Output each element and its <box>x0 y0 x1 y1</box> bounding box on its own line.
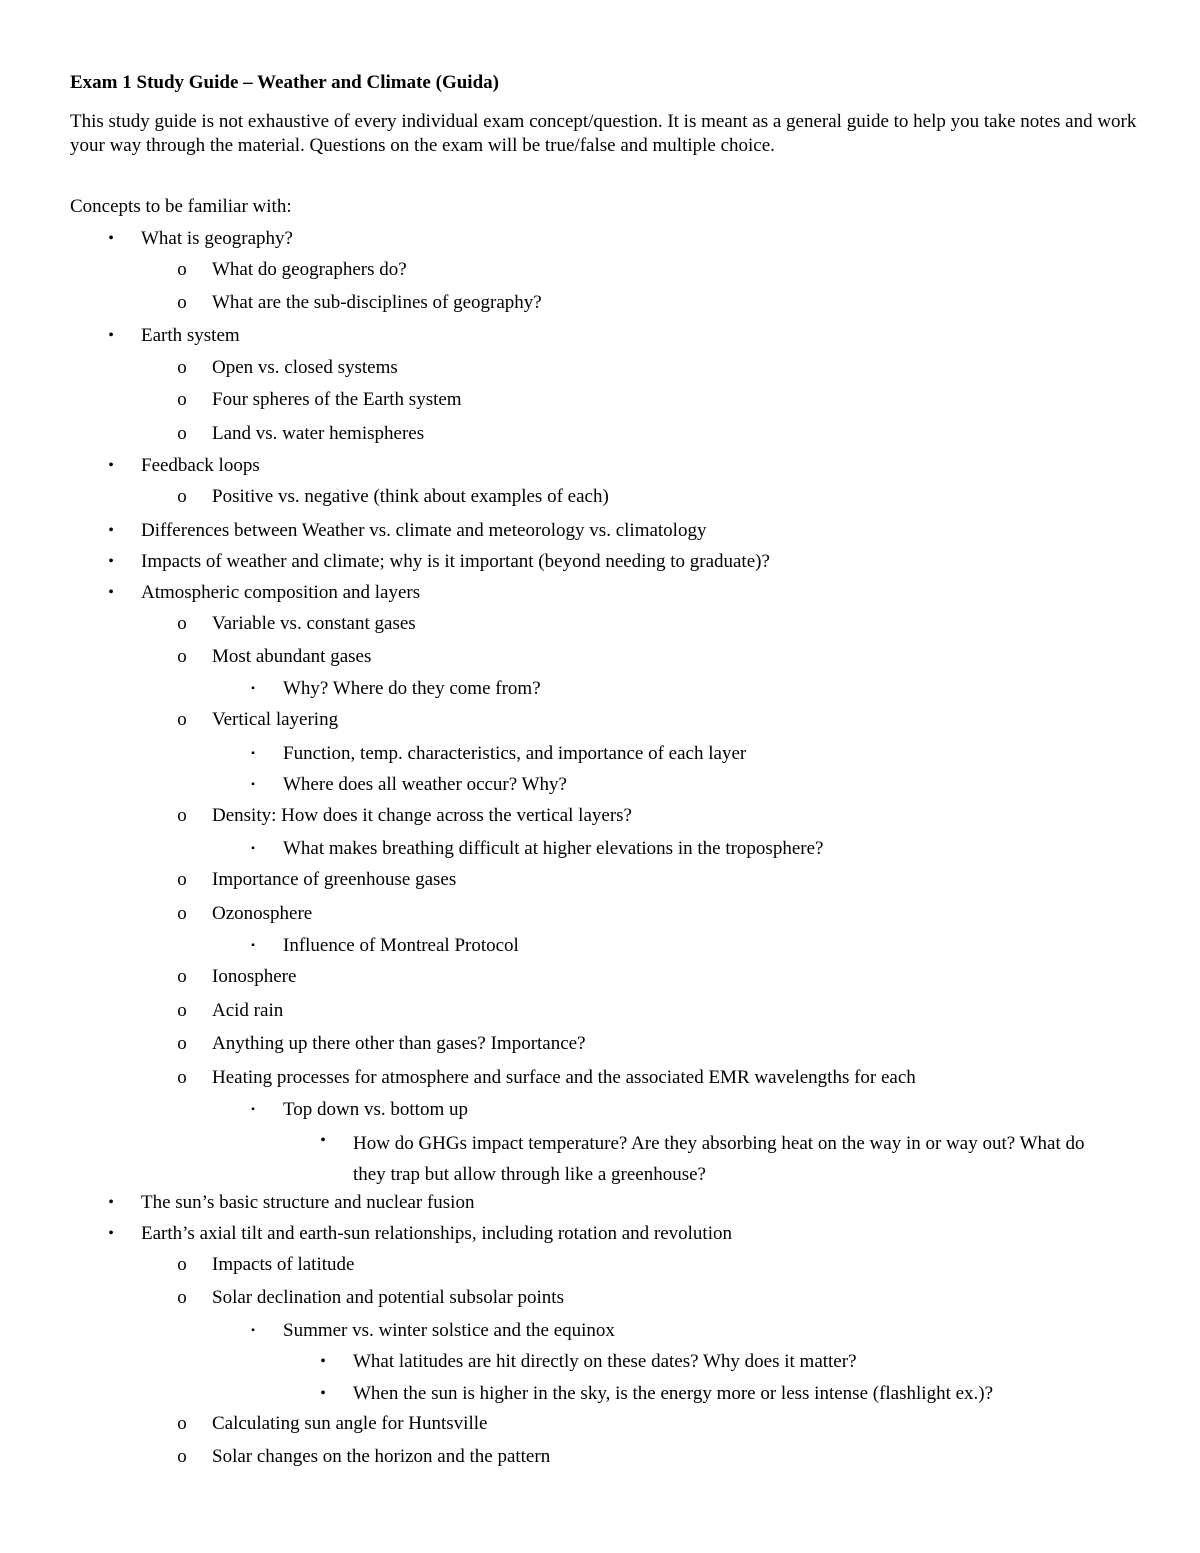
list-item-text: Atmospheric composition and layers <box>141 582 421 603</box>
list-item-text: Top down vs. bottom up <box>283 1099 468 1120</box>
bullet-circle-icon: o <box>177 292 187 313</box>
list-item-text: Function, temp. characteristics, and importance of each layer <box>283 743 747 764</box>
bullet-circle-icon: o <box>177 1446 187 1467</box>
list-item-text: Density: How does it change across the vertical layers? <box>212 805 632 826</box>
list-item-text: Impacts of weather and climate; why is it important (beyond needing to graduate)? <box>141 551 770 572</box>
bullet-disc-icon: • <box>108 522 114 539</box>
list-item-text: Impacts of latitude <box>212 1254 355 1275</box>
list-item-text: Where does all weather occur? Why? <box>283 774 567 795</box>
bullet-circle-icon: o <box>177 869 187 890</box>
list-item-text: Open vs. closed systems <box>212 357 398 378</box>
intro-paragraph: This study guide is not exhaustive of every individual exam concept/question. It is meant as a general guide to help you take notes and work your way through the material. Questions on the exam will be true/false and multiple choice. <box>70 111 1137 156</box>
list-item-text: What are the sub-disciplines of geography? <box>212 292 542 313</box>
list-item-text: What is geography? <box>141 228 293 249</box>
list-item-text: Acid rain <box>212 1000 284 1021</box>
list-item-text: Why? Where do they come from? <box>283 678 541 699</box>
list-item-text: Ionosphere <box>212 966 297 987</box>
list-item-text: What do geographers do? <box>212 259 407 280</box>
list-item-text: When the sun is higher in the sky, is the energy more or less intense (flashlight ex.)? <box>353 1383 994 1404</box>
bullet-circle-icon: o <box>177 486 187 507</box>
list-item-text: Solar declination and potential subsolar points <box>212 1287 564 1308</box>
bullet-disc-icon: • <box>108 553 114 570</box>
bullet-circle-icon: o <box>177 423 187 444</box>
bullet-disc-icon: • <box>320 1132 326 1149</box>
list-item-text: Four spheres of the Earth system <box>212 389 462 410</box>
bullet-circle-icon: o <box>177 805 187 826</box>
bullet-circle-icon: o <box>177 1033 187 1054</box>
bullet-square-icon: ▪ <box>251 843 255 854</box>
bullet-circle-icon: o <box>177 613 187 634</box>
list-item-text: Variable vs. constant gases <box>212 613 416 634</box>
bullet-circle-icon: o <box>177 1413 187 1434</box>
bullet-square-icon: ▪ <box>251 1325 255 1336</box>
bullet-disc-icon: • <box>320 1385 326 1402</box>
list-item-text: Feedback loops <box>141 455 260 476</box>
bullet-circle-icon: o <box>177 709 187 730</box>
bullet-circle-icon: o <box>177 259 187 280</box>
document-title: Exam 1 Study Guide – Weather and Climate (Guida) <box>70 72 499 93</box>
bullet-circle-icon: o <box>177 903 187 924</box>
list-item-text: Positive vs. negative (think about examples of each) <box>212 486 609 507</box>
bullet-square-icon: ▪ <box>251 1104 255 1115</box>
list-item-text: The sun’s basic structure and nuclear fusion <box>141 1192 475 1213</box>
concepts-label: Concepts to be familiar with: <box>70 196 292 217</box>
list-item-text: Most abundant gases <box>212 646 372 667</box>
list-item-text: What latitudes are hit directly on these dates? Why does it matter? <box>353 1351 857 1372</box>
list-item-text: Vertical layering <box>212 709 339 730</box>
list-item-text: Calculating sun angle for Huntsville <box>212 1413 488 1434</box>
bullet-square-icon: ▪ <box>251 748 255 759</box>
list-item-text: Importance of greenhouse gases <box>212 869 457 890</box>
list-item-text: Earth’s axial tilt and earth-sun relationships, including rotation and revolution <box>141 1223 732 1244</box>
list-item-text: Influence of Montreal Protocol <box>283 935 519 956</box>
list-item-text: Differences between Weather vs. climate and meteorology vs. climatology <box>141 520 707 541</box>
list-item-text: Earth system <box>141 325 240 346</box>
bullet-square-icon: ▪ <box>251 683 255 694</box>
bullet-circle-icon: o <box>177 389 187 410</box>
bullet-disc-icon: • <box>108 230 114 247</box>
bullet-disc-icon: • <box>108 1194 114 1211</box>
bullet-circle-icon: o <box>177 1000 187 1021</box>
bullet-disc-icon: • <box>108 327 114 344</box>
list-item-text: Solar changes on the horizon and the pattern <box>212 1446 551 1467</box>
list-item-text: Ozonosphere <box>212 903 313 924</box>
bullet-circle-icon: o <box>177 1067 187 1088</box>
bullet-disc-icon: • <box>108 1225 114 1242</box>
bullet-disc-icon: • <box>108 457 114 474</box>
list-item-text: What makes breathing difficult at higher elevations in the troposphere? <box>283 838 824 859</box>
list-item-text: Land vs. water hemispheres <box>212 423 425 444</box>
bullet-square-icon: ▪ <box>251 940 255 951</box>
list-item-text: Summer vs. winter solstice and the equinox <box>283 1320 615 1341</box>
bullet-circle-icon: o <box>177 966 187 987</box>
bullet-circle-icon: o <box>177 1287 187 1308</box>
bullet-circle-icon: o <box>177 646 187 667</box>
bullet-square-icon: ▪ <box>251 779 255 790</box>
bullet-circle-icon: o <box>177 357 187 378</box>
list-item-text: Heating processes for atmosphere and surface and the associated EMR wavelengths for each <box>212 1067 916 1088</box>
list-item-text: How do GHGs impact temperature? Are they absorbing heat on the way in or way out? What do they trap but allow through like a greenhouse? <box>353 1133 1085 1185</box>
bullet-circle-icon: o <box>177 1254 187 1275</box>
bullet-disc-icon: • <box>320 1353 326 1370</box>
list-item-text: Anything up there other than gases? Importance? <box>212 1033 586 1054</box>
bullet-disc-icon: • <box>108 584 114 601</box>
